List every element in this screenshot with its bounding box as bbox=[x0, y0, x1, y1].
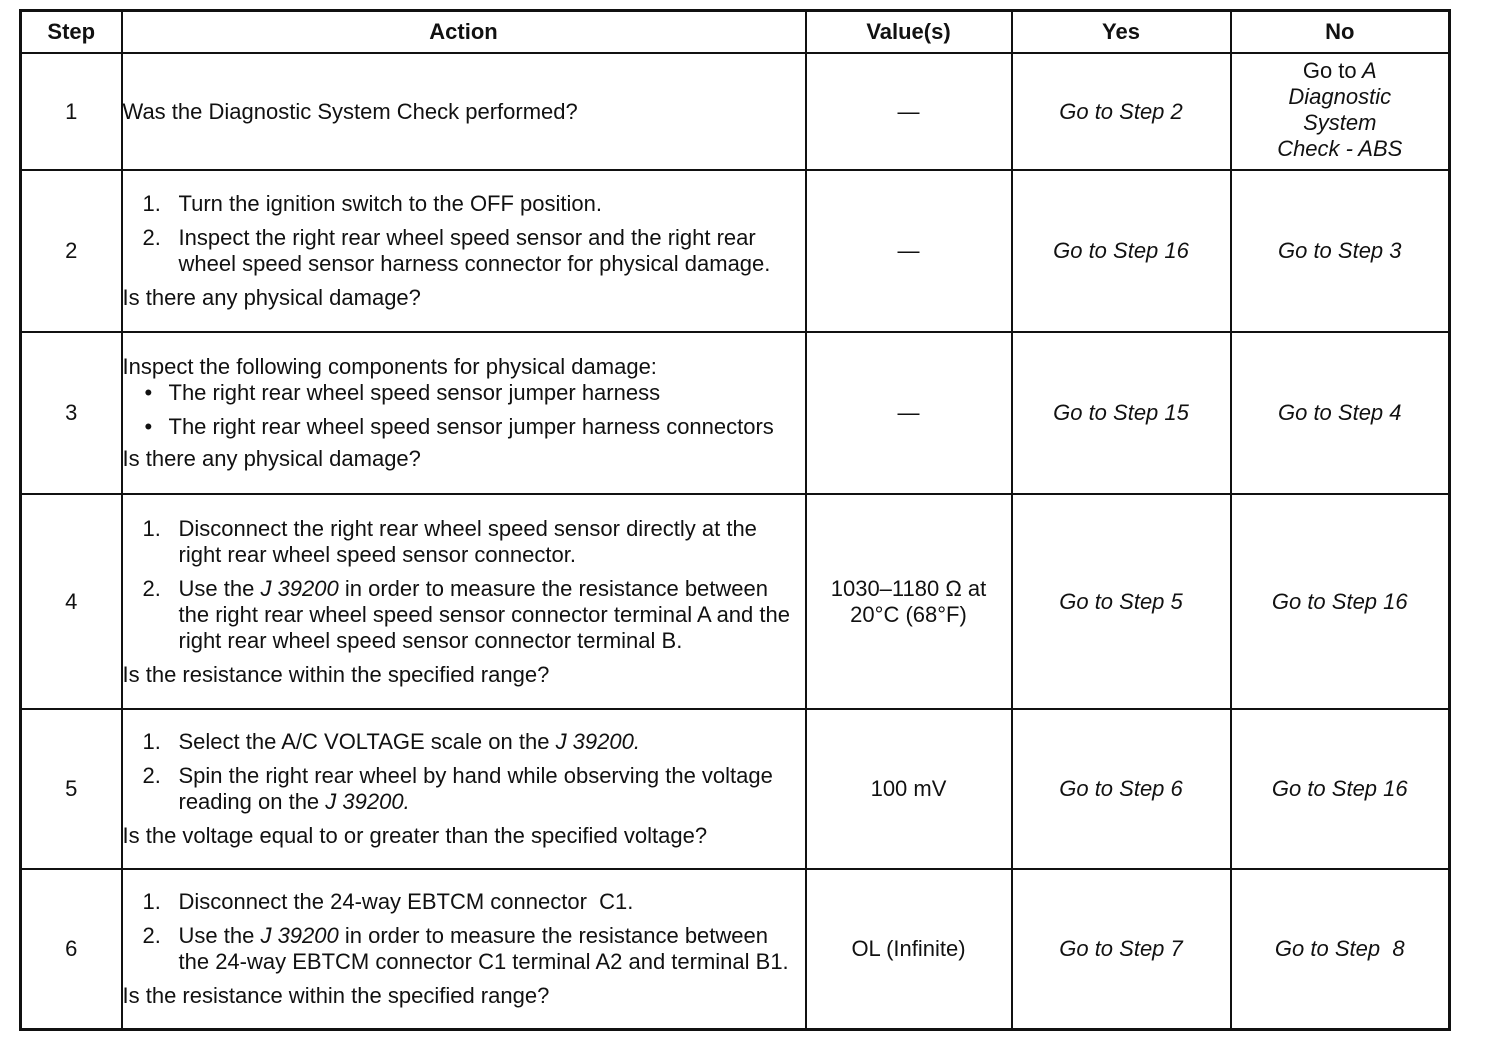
action-cell bbox=[122, 170, 806, 332]
table-row bbox=[21, 709, 1450, 869]
list-item bbox=[143, 729, 805, 755]
list-text: Disconnect the right rear wheel speed sensor directly at the right rear wheel speed sensor connector. bbox=[178, 515, 757, 567]
no-cell: Go to Step 16 bbox=[1231, 494, 1450, 709]
text-fragment: in order to measure the resistance between the right rear wheel speed sensor connector terminal A and the right rear wheel speed sensor connector terminal B. bbox=[178, 575, 790, 653]
list-text bbox=[179, 763, 805, 815]
action-text: Was the Diagnostic System Check performed? bbox=[122, 98, 578, 124]
list-number: 2. bbox=[142, 922, 161, 948]
question-text: Is there any physical damage? bbox=[122, 285, 421, 310]
step-number: 3 bbox=[21, 332, 122, 494]
list-number: 1. bbox=[142, 888, 161, 914]
action-cell bbox=[122, 494, 806, 709]
no-cell bbox=[1231, 53, 1450, 170]
header-row bbox=[21, 11, 1450, 54]
header-action: Action bbox=[122, 11, 806, 54]
no-text: Check - ABS bbox=[1277, 136, 1403, 161]
text-fragment: Use the bbox=[178, 575, 255, 601]
no-cell: Go to Step 8 bbox=[1231, 869, 1450, 1029]
list-item bbox=[143, 889, 805, 915]
yes-cell: Go to Step 2 bbox=[1012, 53, 1231, 170]
value-cell: — bbox=[806, 332, 1012, 494]
value-cell: OL (Infinite) bbox=[806, 869, 1012, 1029]
list-number: 2. bbox=[142, 225, 161, 250]
value-cell: — bbox=[806, 170, 1012, 332]
list-text: The right rear wheel speed sensor jumper harness connectors bbox=[168, 414, 774, 439]
no-prefix: Go to bbox=[1302, 58, 1357, 83]
table-row bbox=[21, 170, 1450, 332]
tool-reference: J 39200. bbox=[325, 789, 410, 814]
value-cell: — bbox=[806, 53, 1012, 170]
action-cell bbox=[122, 709, 806, 869]
action-text: Inspect the following components for physical damage: bbox=[122, 354, 657, 379]
tool-reference: J 39200 bbox=[260, 575, 339, 601]
tool-reference: J 39200. bbox=[555, 729, 640, 754]
step-number: 2 bbox=[21, 170, 122, 332]
list-number: 2. bbox=[142, 575, 161, 601]
yes-cell: Go to Step 6 bbox=[1012, 709, 1231, 869]
list-text bbox=[179, 576, 805, 654]
header-values: Value(s) bbox=[806, 11, 1012, 54]
list-item bbox=[143, 923, 805, 975]
list-text: Inspect the right rear wheel speed sensor and the right rear wheel speed sensor harness connector for physical damage. bbox=[178, 225, 771, 276]
header-no: No bbox=[1231, 11, 1450, 54]
list-number: 1. bbox=[142, 191, 161, 216]
no-cell: Go to Step 3 bbox=[1231, 170, 1450, 332]
action-cell bbox=[122, 53, 806, 170]
text-fragment: Select the A/C VOLTAGE scale on the bbox=[178, 729, 550, 754]
bullet-icon: • bbox=[144, 414, 153, 439]
value-text: 20°C (68°F) bbox=[850, 601, 967, 627]
list-item bbox=[145, 380, 805, 406]
question-text: Is the voltage equal to or greater than the specified voltage? bbox=[122, 823, 708, 848]
text-fragment: in order to measure the resistance between the 24-way EBTCM connector C1 terminal A2 and terminal B1. bbox=[178, 922, 789, 974]
list-item bbox=[145, 414, 805, 440]
list-number: 1. bbox=[142, 515, 161, 541]
no-text: A bbox=[1361, 58, 1377, 83]
question-text: Is there any physical damage? bbox=[122, 446, 421, 471]
action-cell bbox=[122, 869, 806, 1029]
yes-cell: Go to Step 15 bbox=[1012, 332, 1231, 494]
list-text: The right rear wheel speed sensor jumper harness bbox=[168, 380, 661, 405]
step-number: 5 bbox=[21, 709, 122, 869]
diagnostic-table bbox=[19, 9, 1451, 1031]
table-row bbox=[21, 494, 1450, 709]
text-fragment: Use the bbox=[178, 922, 255, 948]
text-fragment: Spin the right rear wheel by hand while observing the voltage reading on the bbox=[178, 763, 773, 814]
action-cell bbox=[122, 332, 806, 494]
list-item bbox=[143, 191, 805, 217]
list-text: Turn the ignition switch to the OFF position. bbox=[178, 191, 602, 216]
list-text: Disconnect the 24-way EBTCM connector C1. bbox=[178, 888, 634, 914]
header-yes: Yes bbox=[1012, 11, 1231, 54]
no-cell: Go to Step 16 bbox=[1231, 709, 1450, 869]
no-cell: Go to Step 4 bbox=[1231, 332, 1450, 494]
step-number: 6 bbox=[21, 869, 122, 1029]
value-text: 1030–1180 Ω at bbox=[830, 575, 987, 601]
yes-cell: Go to Step 5 bbox=[1012, 494, 1231, 709]
list-item bbox=[143, 576, 805, 654]
value-cell: 100 mV bbox=[806, 709, 1012, 869]
question-text: Is the resistance within the specified range? bbox=[122, 661, 550, 687]
list-number: 1. bbox=[142, 729, 161, 754]
yes-cell: Go to Step 16 bbox=[1012, 170, 1231, 332]
yes-cell: Go to Step 7 bbox=[1012, 869, 1231, 1029]
tool-reference: J 39200 bbox=[260, 922, 339, 948]
header-step: Step bbox=[21, 11, 122, 54]
table-row bbox=[21, 869, 1450, 1029]
question-text: Is the resistance within the specified range? bbox=[122, 982, 550, 1008]
value-cell bbox=[806, 494, 1012, 709]
bullet-icon: • bbox=[144, 380, 153, 405]
list-item bbox=[143, 225, 805, 277]
no-text: System bbox=[1303, 110, 1377, 135]
list-item bbox=[143, 516, 805, 568]
list-text bbox=[179, 923, 805, 975]
list-number: 2. bbox=[142, 763, 161, 788]
no-text: Diagnostic bbox=[1288, 84, 1392, 109]
step-number: 1 bbox=[21, 53, 122, 170]
step-number: 4 bbox=[21, 494, 122, 709]
list-text bbox=[179, 729, 805, 755]
list-item bbox=[143, 763, 805, 815]
table-row bbox=[21, 53, 1450, 170]
table-row bbox=[21, 332, 1450, 494]
